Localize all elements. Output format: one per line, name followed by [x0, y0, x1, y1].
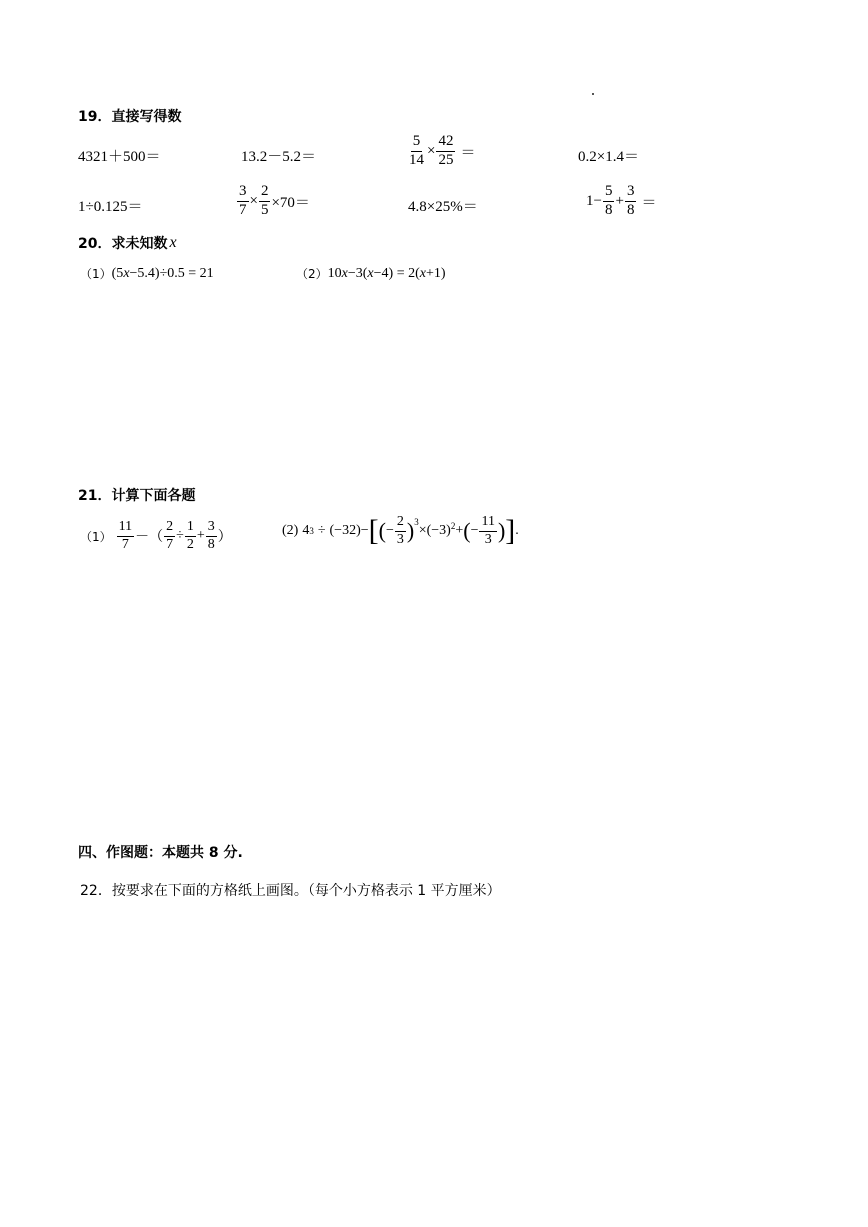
fraction: $\frac{3}{7}$	[239, 183, 247, 218]
fraction: $\frac{5}{14}$	[409, 133, 424, 168]
q19-item-d: 0.2×1.4＝	[578, 149, 639, 165]
fraction: $\frac{11}{7}$	[118, 519, 133, 552]
right-paren: )	[497, 518, 506, 544]
q20-part-2: （2） 10 x −3( x −4) = 2( x +1)	[296, 265, 446, 281]
q19-item-h: 1− $\frac{5}{8}$ + $\frac{3}{8}$ ＝	[586, 183, 657, 218]
section-4-title: 四、作图题：本题共 8 分.	[78, 845, 243, 861]
q21-title: 21．计算下面各题	[78, 488, 196, 504]
fraction: $\frac{3}{8}$	[626, 183, 635, 218]
q19-item-g: 4.8×25%＝	[408, 199, 478, 215]
fraction: $\frac{1}{2}$	[186, 519, 194, 552]
q22-text: 22．按要求在下面的方格纸上画图。（每个小方格表示 1 平方厘米）	[80, 883, 501, 899]
fraction: $\frac{42}{25}$	[438, 133, 454, 168]
right-bracket: ]	[505, 514, 516, 548]
fraction: $\frac{2}{7}$	[166, 519, 174, 552]
left-bracket: [	[368, 514, 379, 548]
q20-title: 20．求未知数 x	[78, 234, 177, 252]
q19-item-c: $\frac{5}{14}$ × $\frac{42}{25}$ ＝	[409, 133, 476, 168]
q19-title: 19．直接写得数	[78, 109, 182, 125]
fraction: $\frac{3}{8}$	[207, 519, 215, 552]
fraction: $\frac{2}{3}$	[396, 514, 404, 547]
fraction: $\frac{2}{5}$	[260, 183, 269, 218]
left-paren: (	[463, 518, 471, 544]
q20-part-1: （1） (5 x −5.4)÷0.5 = 21	[80, 265, 214, 281]
q19-item-e: 1÷0.125＝	[78, 199, 143, 215]
stray-mark	[592, 93, 594, 95]
q21-part-1: （1） $\frac{11}{7}$ －（ $\frac{2}{7}$ ÷ $\frac{1}{2}$ + $\frac{3}{8}$ ）	[80, 519, 232, 552]
left-paren: (	[378, 518, 386, 544]
q19-item-f: $\frac{3}{7}$ × $\frac{2}{5}$ ×70＝	[239, 183, 310, 218]
q19-item-b: 13.2－5.2＝	[241, 149, 317, 165]
fraction: $\frac{11}{3}$	[481, 514, 495, 547]
fraction: $\frac{5}{8}$	[604, 183, 613, 218]
right-paren: )	[406, 518, 415, 544]
q19-item-a: 4321＋500＝	[78, 149, 161, 165]
q21-part-2: (2) 4 3 ÷ (−32) − [ ( − $\frac{2}{3}$ ) $^3$ ×(−3) $^2$ + ( − $\frac{11}{3}$ ) ] .	[282, 514, 519, 548]
